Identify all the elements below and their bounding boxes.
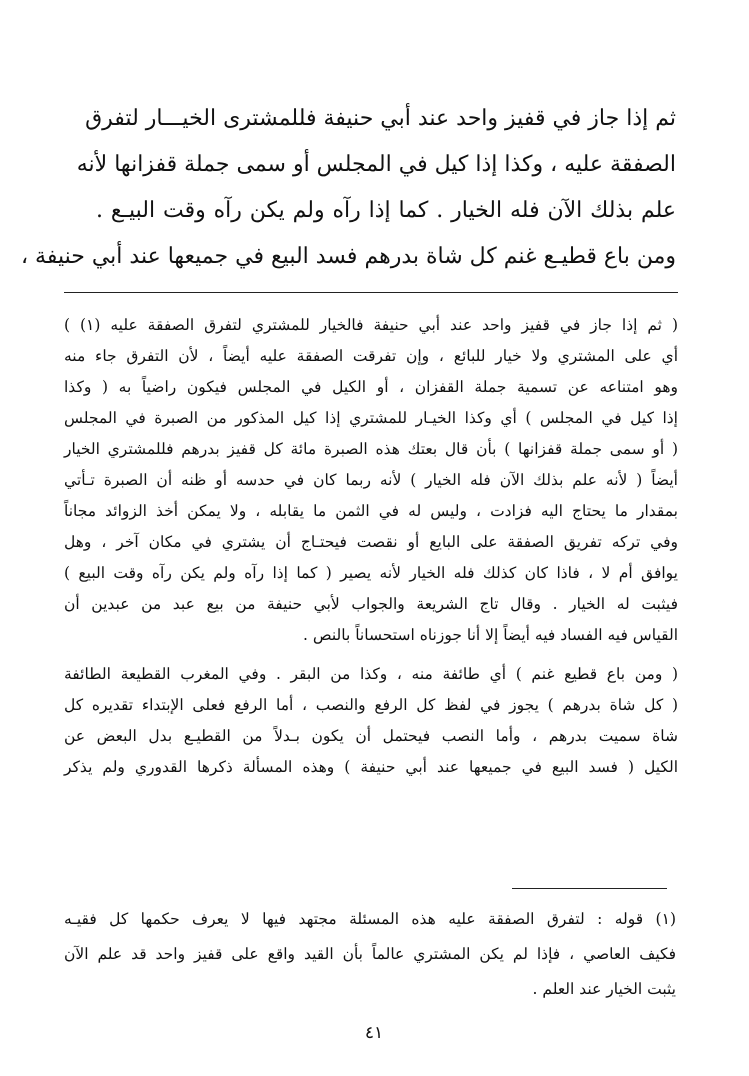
commentary-line: يوافق أم لا ، فاذا كان كذلك فله الخيار لأنه يصير ( كما إذا رآه ولم يكن رآه وقت البيع ) [64,564,678,582]
commentary-line: القياس فيه الفساد فيه أيضاً إلا أنا جوزناه استحساناً بالنص . [303,626,678,644]
commentary-line: ( أو سمى جملة قفزانها ) بأن قال بعتك هذه الصبرة مائة كل قفيز بدرهم فللمشتري الخيار [64,440,678,458]
footnote-divider [512,888,667,889]
commentary-line: ( ومن باع قطيع غنم ) أي طائفة منه ، وكذا من البقر . وفي المغرب القطيعة الطائفة [64,665,678,683]
commentary-line: ( ثم إذا جاز في قفيز واحد عند أبي حنيفة فالخيار للمشتري لتفرق الصفقة عليه (١) ) [64,316,678,334]
main-text-line: ثم إذا جاز في قفيز واحد عند أبي حنيفة فللمشترى الخيـــار لتفرق [85,106,676,131]
commentary-paragraph-2 [64,659,678,783]
commentary-paragraph-1 [64,310,678,651]
commentary-line: فيثبت له الخيار . وقال تاج الشريعة والجواب لأبي حنيفة من بيع عبد من عبدين أن [64,595,678,613]
footnote-line: فكيف العاصي ، فإذا لم يكن المشتري عالماً بأن القيد واقع على قفيز واحد قد علم الآن [64,945,676,963]
commentary-line: الكيل ( فسد البيع في جميعها عند أبي حنيفة ) وهذه المسألة ذكرها القدوري ولم يذكر [64,758,678,776]
commentary-line: وفي تركه تفريق الصفقة على البايع أو نقصت فيحتـاج أن يشتري في مكان آخر ، وهل [64,533,678,551]
footnote-line: يثبت الخيار عند العلم . [532,980,676,998]
footnote-line: (١) قوله : لتفرق الصفقة عليه هذه المسئلة مجتهد فيها لا يعرف حكمها كل فقيـه [64,910,676,928]
commentary-line: أي على المشتري ولا خيار للبائع ، وإن تفرقت الصفقة عليه أيضاً ، لأن التفرق جاء منه [64,347,678,365]
commentary-line: بمقدار ما يحتاج اليه فزادت ، وليس له في الثمن ما يقابله ، ولا يمكن أخذ الزوائد مجاناً [64,502,678,520]
commentary-line: شاة سميت بدرهم ، وأما النصب فيحتمل أن يكون بـدلاً من القطيـع بدل البعض عن [64,727,678,745]
main-text-divider [64,292,678,293]
main-text-line: ومن باع قطيـع غنم كل شاة بدرهم فسد البيع في جميعها عند أبي حنيفة ، [20,244,676,269]
page-number: ٤١ [364,1023,384,1043]
main-text-line: الصفقة عليه ، وكذا إذا كيل في المجلس أو سمى جملة قفزانها لأنه [76,152,676,177]
footnotes-block [64,902,676,1007]
commentary-line: أيضاً ( لأنه علم بذلك الآن فله الخيار ) لأنه ربما كان في حدسه أو ظنه أن الصبرة تـأتي [64,471,678,489]
main-text-line: علم بذلك الآن فله الخيار . كما إذا رآه ولم يكن رآه وقت البيـع . [96,198,676,223]
commentary-line: ( كل شاة بدرهم ) يجوز في لفظ كل الرفع والنصب ، أما الرفع فعلى الإبتداء تقديره كل [64,696,678,714]
main-text-block [20,96,676,280]
commentary-line: إذا كيل في المجلس ) أي وكذا الخيـار للمشتري إذا كيل المذكور من الصبرة في المجلس [64,409,678,427]
commentary-line: وهو امتناعه عن تسمية جملة القفزان ، أو الكيل في المجلس فيكون راضياً به ( وكذا [64,378,678,396]
commentary-block [64,310,678,783]
